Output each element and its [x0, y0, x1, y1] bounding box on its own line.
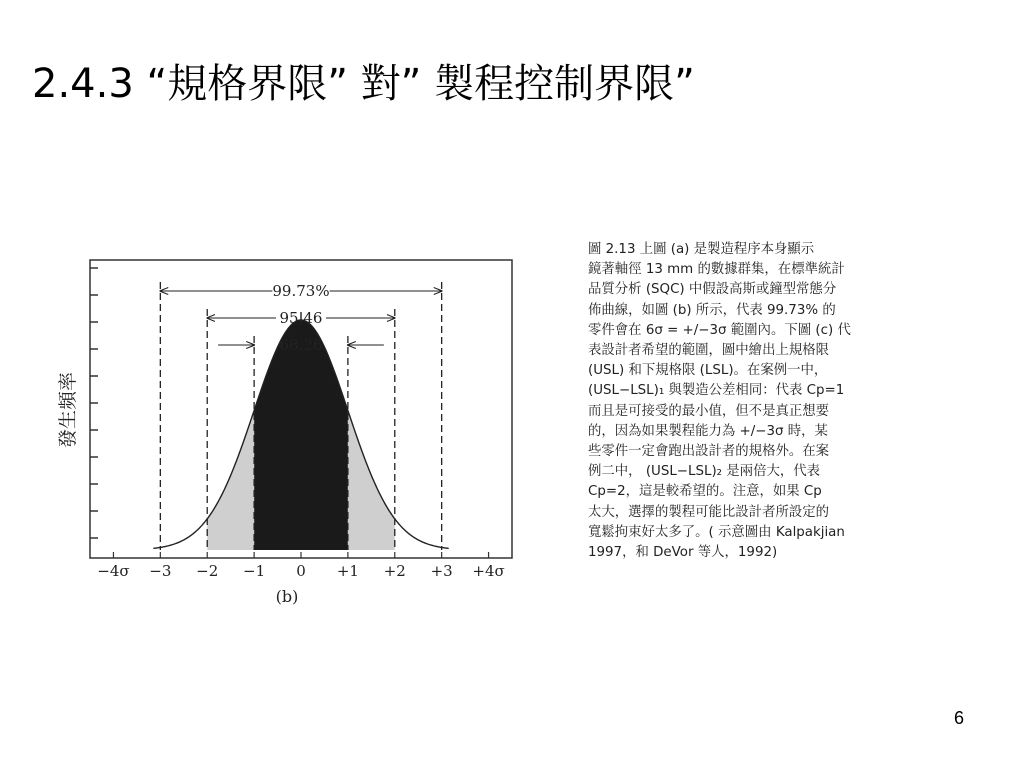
caption-line: (USL) 和下規格限 (LSL)。在案例一中， [588, 363, 828, 379]
caption-line: 寬鬆拘束好太多了。( 示意圖由 Kalpakjian [588, 524, 845, 540]
x-tick-label: +1 [336, 562, 359, 580]
interval-label: 68.26 [279, 336, 323, 354]
caption-line: 零件會在 6σ = +/−3σ 範圍內。下圖 (c) 代 [588, 322, 851, 338]
caption-line: 佈曲線，如圖 (b) 所示，代表 99.73% 的 [588, 302, 836, 318]
x-tick-label: −2 [196, 562, 219, 580]
caption-line: 而且是可接受的最小值，但不是真正想要 [588, 403, 830, 419]
x-tick-label: +4σ [472, 562, 505, 580]
shaded-region [254, 320, 348, 550]
x-tick-label: −3 [149, 562, 172, 580]
caption-line: 品質分析 (SQC) 中假設高斯或鐘型常態分 [588, 282, 837, 298]
caption-line: (USL−LSL)₁ 與製造公差相同：代表 Cp=1 [588, 383, 845, 399]
interval-annotations [160, 282, 441, 354]
normal-distribution-chart [52, 250, 522, 620]
x-tick-label: −1 [243, 562, 266, 580]
x-tick-label: −4σ [97, 562, 130, 580]
y-axis-label: 發生頻率 [57, 371, 79, 449]
figure-label: (b) [275, 587, 299, 606]
slide-title: 2.4.3 “規格界限” 對” 製程控制界限” [32, 61, 695, 107]
x-tick-label: 0 [296, 562, 306, 580]
x-tick-label: +2 [383, 562, 406, 580]
figure-caption [588, 240, 910, 563]
caption-line: 些零件一定會跑出設計者的規格外。在案 [588, 444, 830, 460]
caption-line: 太大，選擇的製程可能比設計者所設定的 [588, 504, 830, 520]
caption-line: 圖 2.13 上圖 (a) 是製造程序本身顯示 [588, 242, 815, 257]
page-number: 6 [953, 708, 964, 728]
x-tick-labels [97, 562, 504, 580]
interval-label: 99.73% [272, 282, 330, 300]
caption-line: 表設計者希望的範圍，圖中繪出上規格限 [588, 343, 830, 359]
caption-line: 例二中， (USL−LSL)₂ 是兩倍大，代表 [588, 464, 821, 480]
interval-label: 95.46 [279, 309, 323, 327]
x-tick-label: +3 [430, 562, 453, 580]
caption-line: 的，因為如果製程能力為 +/−3σ 時，某 [588, 423, 828, 439]
caption-line: 1997，和 DeVor 等人，1992) [588, 545, 778, 561]
caption-line: Cp=2，這是較希望的。注意，如果 Cp [588, 484, 822, 500]
normal-distribution-figure [52, 250, 522, 620]
shaded-regions [207, 320, 395, 550]
caption-line: 鏡著軸徑 13 mm 的數據群集，在標準統計 [588, 262, 845, 278]
